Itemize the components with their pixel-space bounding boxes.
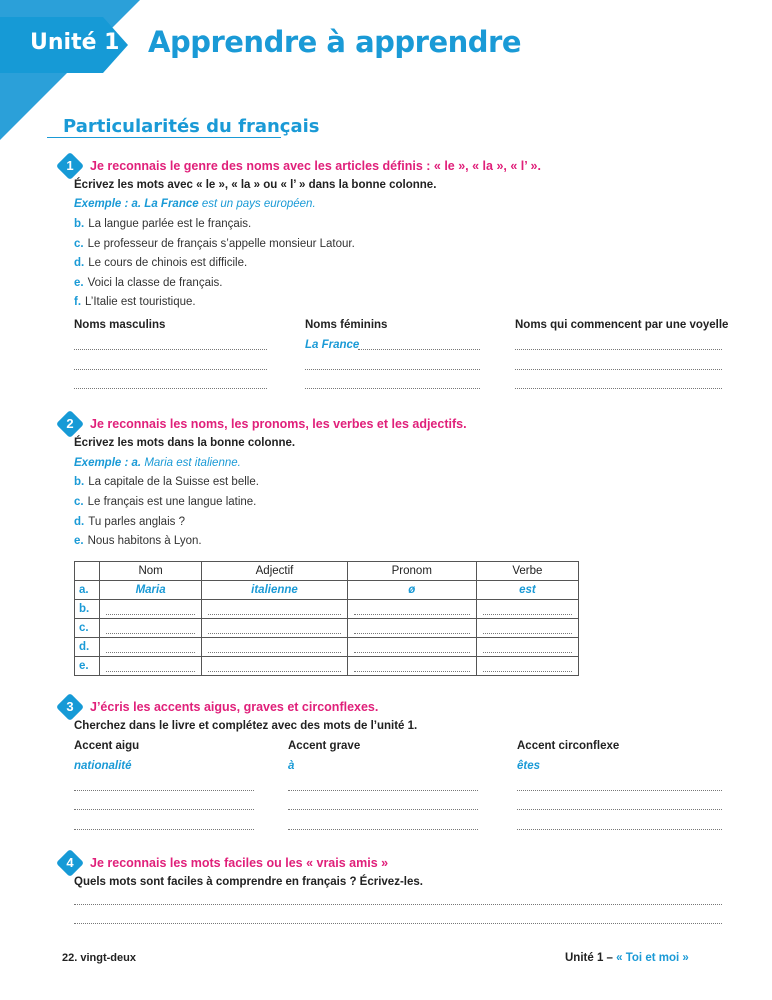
blank-cell[interactable] xyxy=(100,600,202,619)
table-row xyxy=(75,638,579,657)
answer-line[interactable] xyxy=(305,388,480,389)
answer-line[interactable] xyxy=(517,829,722,830)
answer-line[interactable] xyxy=(74,904,722,905)
exercise-2-item-c: c. Le français est une langue latine. xyxy=(74,496,257,508)
row-letter: a. xyxy=(75,581,100,600)
blank-cell[interactable] xyxy=(100,638,202,657)
answer-line[interactable] xyxy=(288,809,478,810)
page-number: 22. vingt-deux xyxy=(62,952,136,964)
answer-la-france: La France xyxy=(305,339,360,351)
header-verbe: Verbe xyxy=(476,562,578,581)
table-corner-cell xyxy=(75,562,100,581)
blank-cell[interactable] xyxy=(202,657,348,676)
answer-cell: est xyxy=(476,581,578,600)
blank-cell[interactable] xyxy=(202,619,348,638)
exercise-2-item-e: e. Nous habitons à Lyon. xyxy=(74,535,202,547)
blank-cell[interactable] xyxy=(100,657,202,676)
exercise-2-item-b: b. La capitale de la Suisse est belle. xyxy=(74,476,259,488)
exercise-3-title: J’écris les accents aigus, graves et circonflexes. xyxy=(90,700,379,714)
blank-cell[interactable] xyxy=(347,600,476,619)
blank-cell[interactable] xyxy=(476,619,578,638)
exercise-4-instruction: Quels mots sont faciles à comprendre en français ? Écrivez-les. xyxy=(74,876,423,888)
answer-cell: italienne xyxy=(202,581,348,600)
table-row xyxy=(75,581,579,600)
exercise-2-item-d: d. Tu parles anglais ? xyxy=(74,516,185,528)
table-row xyxy=(75,619,579,638)
answer-cell: ø xyxy=(347,581,476,600)
column-accent-circonflexe: Accent circonflexe xyxy=(517,740,620,752)
exercise-1-item-d: d. Le cours de chinois est difficile. xyxy=(74,257,248,269)
blank-cell[interactable] xyxy=(347,657,476,676)
blank-cell[interactable] xyxy=(347,638,476,657)
answer-line[interactable] xyxy=(74,809,254,810)
blank-cell[interactable] xyxy=(347,619,476,638)
row-letter: e. xyxy=(75,657,100,676)
answer-line[interactable] xyxy=(515,349,722,350)
exercise-3-instruction: Cherchez dans le livre et complétez avec des mots de l’unité 1. xyxy=(74,720,418,732)
answer-etes: êtes xyxy=(517,760,541,772)
answer-line[interactable] xyxy=(305,369,480,370)
answer-line[interactable] xyxy=(515,369,722,370)
answer-line[interactable] xyxy=(74,923,722,924)
exercise-2-instruction: Écrivez les mots dans la bonne colonne. xyxy=(74,437,296,449)
table-row xyxy=(75,600,579,619)
exercise-1-item-b: b. La langue parlée est le français. xyxy=(74,218,252,230)
page-title: Apprendre à apprendre xyxy=(148,25,521,59)
answer-line[interactable] xyxy=(288,790,478,791)
blank-cell[interactable] xyxy=(476,657,578,676)
answer-line[interactable] xyxy=(358,349,480,350)
row-letter: d. xyxy=(75,638,100,657)
exercise-2-badge: 2 xyxy=(56,410,84,438)
blank-cell[interactable] xyxy=(476,638,578,657)
unit-label: Unité 1 xyxy=(30,30,120,55)
table-header-row xyxy=(75,562,579,581)
exercise-1-title: Je reconnais le genre des noms avec les articles définis : « le », « la », « l’ ». xyxy=(90,159,541,173)
column-noms-masculins: Noms masculins xyxy=(74,319,166,331)
exercise-1-item-c: c. Le professeur de français s’appelle monsieur Latour. xyxy=(74,238,355,250)
answer-line[interactable] xyxy=(74,829,254,830)
table-row xyxy=(75,657,579,676)
blank-cell[interactable] xyxy=(100,619,202,638)
answer-line[interactable] xyxy=(74,369,267,370)
answer-line[interactable] xyxy=(515,388,722,389)
exercise-1-example: Exemple : a. La France est un pays européen. xyxy=(74,198,316,210)
row-letter: b. xyxy=(75,600,100,619)
row-letter: c. xyxy=(75,619,100,638)
word-class-table xyxy=(74,561,579,676)
answer-line[interactable] xyxy=(74,790,254,791)
exercise-1-instruction: Écrivez les mots avec « le », « la » ou « l’ » dans la bonne colonne. xyxy=(74,179,437,191)
answer-line[interactable] xyxy=(517,790,722,791)
exercise-3-badge: 3 xyxy=(56,693,84,721)
answer-a: à xyxy=(288,760,295,772)
answer-line[interactable] xyxy=(74,388,267,389)
header-adjectif: Adjectif xyxy=(202,562,348,581)
exercise-2-title: Je reconnais les noms, les pronoms, les verbes et les adjectifs. xyxy=(90,417,467,431)
answer-cell: Maria xyxy=(100,581,202,600)
section-title: Particularités du français xyxy=(63,116,320,137)
answer-line[interactable] xyxy=(517,809,722,810)
answer-line[interactable] xyxy=(288,829,478,830)
exercise-4-title: Je reconnais les mots faciles ou les « vrais amis » xyxy=(90,856,389,870)
exercise-1-item-f: f. L’Italie est touristique. xyxy=(74,296,196,308)
footer-unit: Unité 1 – « Toi et moi » xyxy=(565,952,689,964)
blank-cell[interactable] xyxy=(476,600,578,619)
column-noms-feminins: Noms féminins xyxy=(305,319,388,331)
header-nom: Nom xyxy=(100,562,202,581)
exercise-4-badge: 4 xyxy=(56,849,84,877)
column-noms-voyelle: Noms qui commencent par une voyelle xyxy=(515,319,729,331)
answer-nationalite: nationalité xyxy=(74,760,132,772)
exercise-2-example: Exemple : a. Maria est italienne. xyxy=(74,457,241,469)
section-underline xyxy=(47,137,281,138)
exercise-1-badge: 1 xyxy=(56,152,84,180)
column-accent-aigu: Accent aigu xyxy=(74,740,140,752)
exercise-1-item-e: e. Voici la classe de français. xyxy=(74,277,223,289)
header-pronom: Pronom xyxy=(347,562,476,581)
column-accent-grave: Accent grave xyxy=(288,740,361,752)
blank-cell[interactable] xyxy=(202,600,348,619)
answer-line[interactable] xyxy=(74,349,267,350)
blank-cell[interactable] xyxy=(202,638,348,657)
